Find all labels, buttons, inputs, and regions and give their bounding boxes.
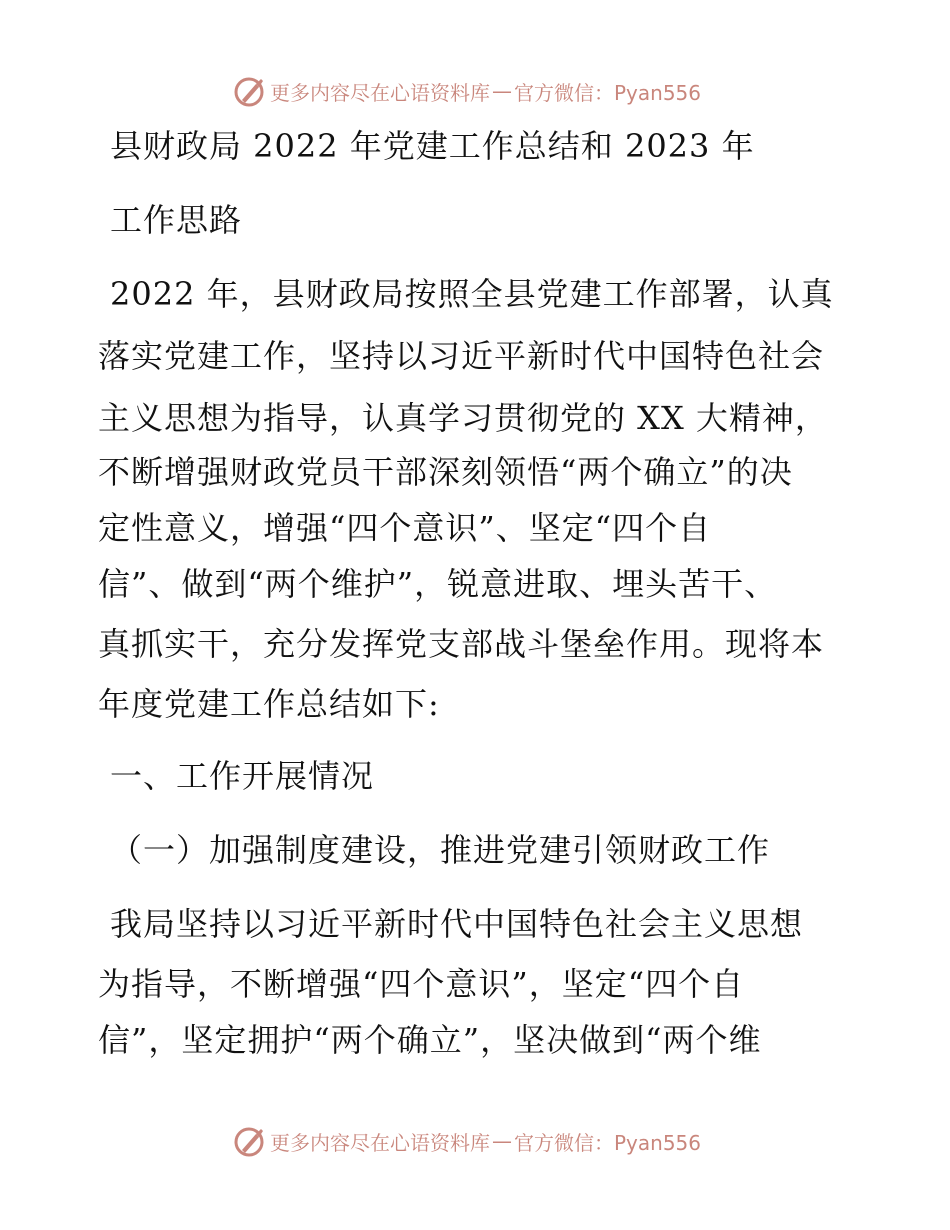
body-line-3: 信”，坚定拥护“两个确立”，坚决做到“两个维 bbox=[98, 1021, 762, 1059]
watermark-contact: 官方微信：Pyan556 bbox=[514, 1130, 702, 1155]
watermark-separator: — bbox=[492, 79, 512, 103]
watermark-text: 更多内容尽在心语资料库 bbox=[270, 1130, 490, 1155]
intro-line-2: 落实党建工作，坚持以习近平新时代中国特色社会 bbox=[98, 337, 825, 375]
body-line-1: 我局坚持以习近平新时代中国特色社会主义思想 bbox=[110, 905, 804, 943]
pen-seal-icon bbox=[232, 74, 266, 108]
intro-line-1: 2022 年，县财政局按照全县党建工作部署，认真 bbox=[110, 275, 834, 313]
intro-line-7: 真抓实干，充分发挥党支部战斗堡垒作用。现将本 bbox=[98, 625, 825, 663]
watermark-separator: — bbox=[492, 1129, 512, 1153]
body-line-2: 为指导，不断增强“四个意识”，坚定“四个自 bbox=[98, 965, 745, 1003]
intro-line-6: 信”、做到“两个维护”，锐意进取、埋头苦干、 bbox=[98, 565, 778, 603]
document-title-line-2: 工作思路 bbox=[110, 201, 243, 239]
watermark-footer bbox=[232, 1124, 701, 1158]
watermark-header bbox=[232, 74, 701, 108]
watermark-contact: 官方微信：Pyan556 bbox=[514, 80, 702, 105]
watermark-text: 更多内容尽在心语资料库 bbox=[270, 80, 490, 105]
intro-line-3: 主义思想为指导，认真学习贯彻党的 XX 大精神， bbox=[98, 399, 828, 437]
section-heading: 一、工作开展情况 bbox=[110, 757, 375, 795]
document-title-line-1: 县财政局 2022 年党建工作总结和 2023 年 bbox=[110, 127, 755, 165]
intro-line-5: 定性意义，增强“四个意识”、坚定“四个自 bbox=[98, 509, 712, 547]
intro-line-8: 年度党建工作总结如下: bbox=[98, 685, 440, 723]
subsection-heading: （一）加强制度建设，推进党建引领财政工作 bbox=[110, 831, 771, 869]
pen-seal-icon bbox=[232, 1124, 266, 1158]
intro-line-4: 不断增强财政党员干部深刻领悟“两个确立”的决 bbox=[98, 453, 793, 491]
